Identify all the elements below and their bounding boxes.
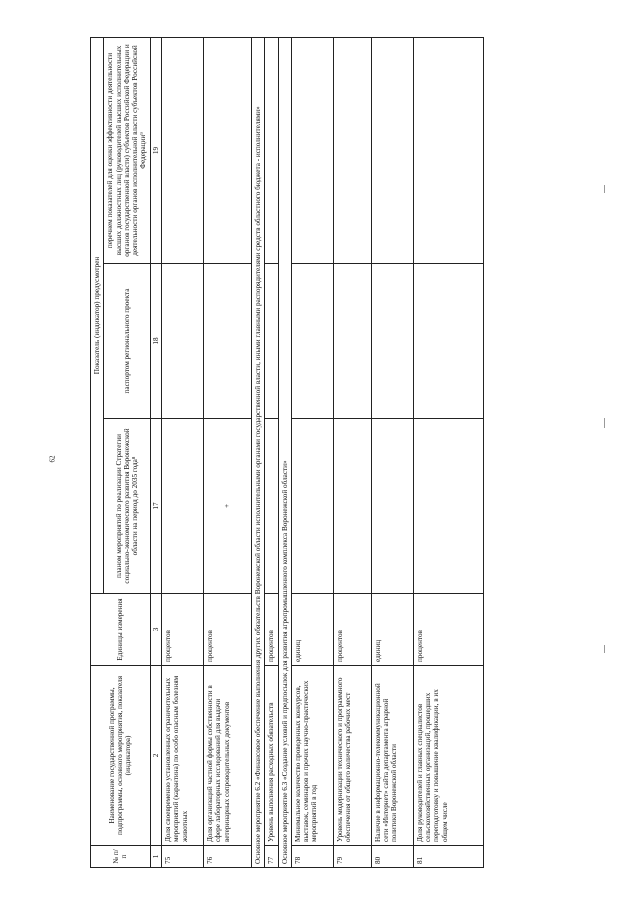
row-c18 [291,264,333,419]
row-c18 [371,264,413,419]
row-name: Наличие в информационно-телекоммуникационной сети «Интернет» сайта департамента аграрной политики Воронежской области [371,666,413,846]
scan-mark [604,418,605,428]
row-number: 77 [265,846,278,868]
col-number: 17 [150,419,161,594]
table-row [333,37,371,867]
section-row [251,37,264,867]
row-number: 79 [333,846,371,868]
table-row [291,37,333,867]
row-unit: процентов [161,594,203,666]
table-row [371,37,413,867]
scan-mark [604,185,605,193]
row-c19 [203,37,251,263]
row-name: Минимальное количество проведенных конкурсов, выставок, семинаров и прочих научно-практических мероприятий в год [291,666,333,846]
header-col-unit: Единицы измерения [91,594,151,666]
header-group: Показатель (индикатор) предусмотрен [91,37,104,593]
column-numbers-row [150,37,161,867]
row-unit: процентов [413,594,483,666]
table-row [161,37,203,867]
row-name: Уровень модернизации технического и программного обеспечения от общего количества рабочих мест [333,666,371,846]
rotated-table-container [90,38,595,868]
row-c17: + [203,419,251,594]
row-c18 [265,264,278,419]
scan-mark [604,645,605,653]
row-number: 78 [291,846,333,868]
col-number: 2 [150,666,161,846]
col-number: 19 [150,37,161,263]
row-c19 [161,37,203,263]
row-c18 [333,264,371,419]
row-number: 81 [413,846,483,868]
table-row [265,37,278,867]
row-c18 [161,264,203,419]
header-col-num: № п/п [91,846,151,868]
row-number: 80 [371,846,413,868]
col-number: 1 [150,846,161,868]
row-c17 [333,419,371,594]
row-name: Доля руководителей и главных специалистов сельскохозяйственных организаций, прошедших переподготовку и повышение квалификации, в их общем числе [413,666,483,846]
table-row [413,37,483,867]
row-unit: процентов [265,594,278,666]
row-c19 [371,37,413,263]
col-number: 3 [150,594,161,666]
row-unit: процентов [203,594,251,666]
row-c19 [265,37,278,263]
page-number: 62 [48,455,57,463]
row-name: Доля организаций частной формы собственности в сфере лабораторных исследований для выдачи ветеринарных сопроводительных документов [203,666,251,846]
row-name: Доля своевременно установленных ограничительных мероприятий (карантина) по особо опасным болезням животных [161,666,203,846]
header-row-1 [91,37,104,867]
row-c17 [265,419,278,594]
row-c19 [333,37,371,263]
row-number: 76 [203,846,251,868]
col-number: 18 [150,264,161,419]
table-row [203,37,251,867]
row-unit: единиц [371,594,413,666]
section-row [278,37,291,867]
header-col-17: планом мероприятий по реализации Стратегии социально-экономического развития Воронежской области на период до 2035 года⁸ [104,419,150,594]
row-c17 [371,419,413,594]
header-col-19: перечнем показателей для оценки эффективности деятельности высших должностных лиц (руководителей высших исполнительных органов государственной власти) субъектов Российской Федерации и деятельности органов исполнительной власти субъектов Российской Федерации⁹ [104,37,150,263]
row-c18 [413,264,483,419]
row-unit: единиц [291,594,333,666]
row-number: 75 [161,846,203,868]
header-col-18: паспортом регионального проекта [104,264,150,419]
row-c19 [291,37,333,263]
row-c19 [413,37,483,263]
section-6-2: Основное мероприятие 6.2 «Финансовое обеспечение выполнения других обязательств Воронежской области исполнительными органами государственной власти, иными главными распорядителями средств областного бюджета - исполнителями» [251,37,264,867]
row-unit: процентов [333,594,371,666]
header-col-name: Наименование государственной программы, подпрограммы, основного мероприятия, показателя (индикатора) [91,666,151,846]
row-c17 [291,419,333,594]
section-6-3: Основное мероприятие 6.3 «Создание условий и предпосылок для развития агропромышленного комплекса Воронежской области» [278,37,291,867]
row-c18 [203,264,251,419]
row-name: Уровень выполнения расходных обязательств [265,666,278,846]
row-c17 [161,419,203,594]
row-c17 [413,419,483,594]
indicators-table [90,37,484,868]
